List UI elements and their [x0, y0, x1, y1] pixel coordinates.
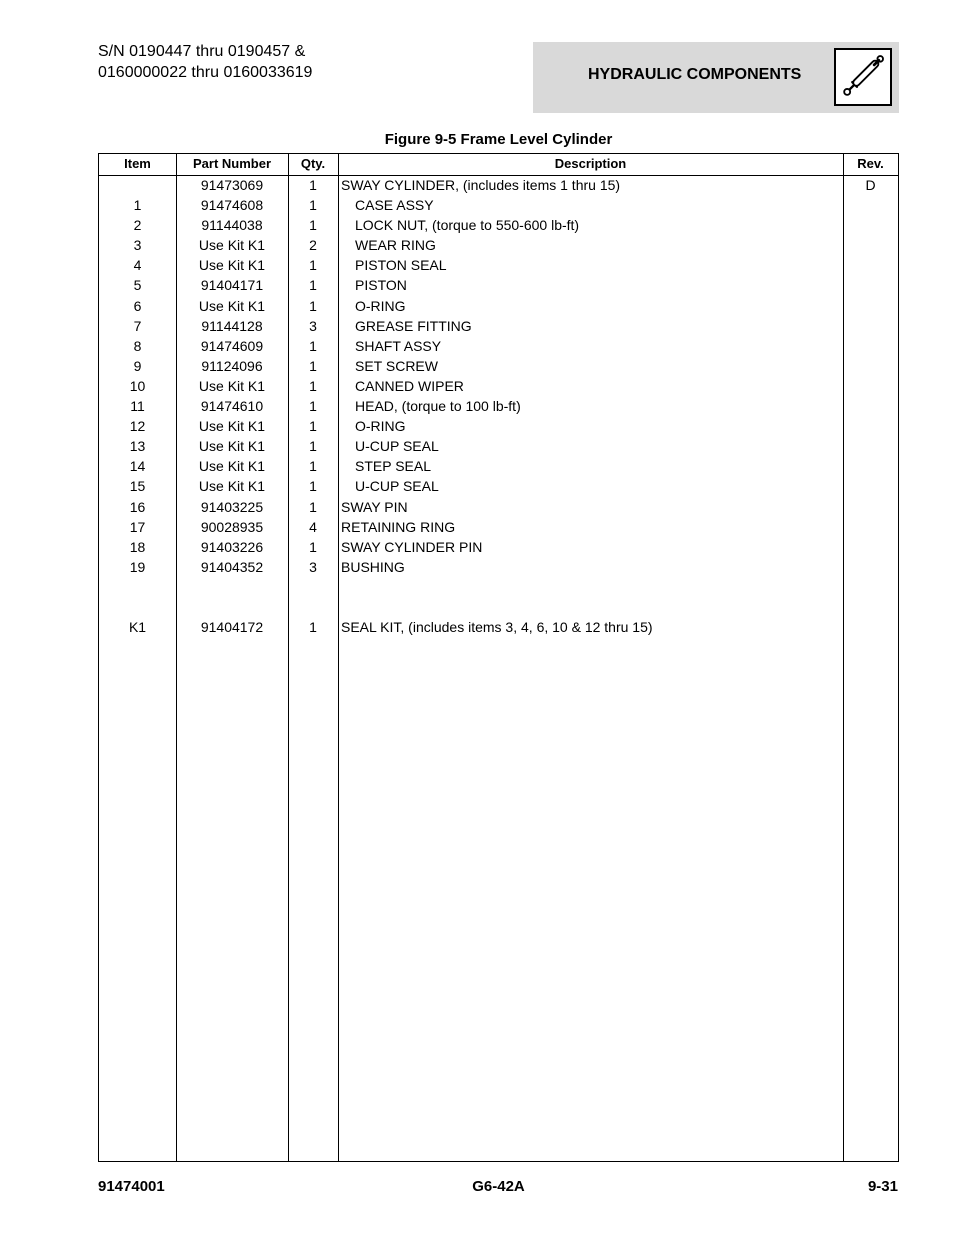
item-number: 16: [129, 498, 146, 515]
quantity: 1: [309, 377, 317, 394]
table-row: [99, 617, 898, 637]
quantity: 1: [309, 277, 317, 294]
item-number: 19: [129, 558, 146, 575]
table-row: [99, 356, 898, 376]
table-row: [99, 255, 898, 275]
revision: D: [865, 177, 876, 193]
table-row: [99, 336, 898, 356]
quantity: 1: [309, 619, 317, 636]
description: GREASE FITTING: [355, 317, 472, 334]
quantity: 1: [309, 357, 317, 374]
description: STEP SEAL: [355, 458, 432, 475]
column-header-qty: Qty.: [300, 156, 326, 171]
section-banner: [533, 42, 899, 113]
table-row: [99, 175, 898, 195]
item-number: K1: [128, 619, 147, 636]
parts-table: [98, 153, 899, 1162]
part-number: 91403225: [200, 498, 264, 515]
serial-line-2: 0160000022 thru 0160033619: [98, 64, 313, 81]
part-number: Use Kit K1: [198, 478, 266, 495]
part-number: Use Kit K1: [198, 237, 266, 254]
column-header-part-number: Part Number: [192, 156, 272, 171]
table-row: [99, 476, 898, 496]
item-number: 9: [133, 357, 142, 374]
description: BUSHING: [341, 558, 405, 575]
quantity: 1: [309, 257, 317, 274]
column-header-description: Description: [554, 156, 627, 171]
quantity: 3: [309, 317, 317, 334]
item-number: 18: [129, 538, 146, 555]
table-row: [99, 215, 898, 235]
table-row: [99, 416, 898, 436]
table-row: [99, 195, 898, 215]
part-number: Use Kit K1: [198, 297, 266, 314]
footer-page-number: 9-31: [867, 1178, 898, 1195]
item-number: 7: [133, 317, 142, 334]
quantity: 1: [309, 458, 317, 475]
table-row: [99, 235, 898, 255]
serial-number-range: [98, 41, 312, 83]
table-row: [99, 396, 898, 416]
footer-doc-number: 91474001: [98, 1178, 165, 1195]
item-number: 5: [133, 277, 142, 294]
description: SET SCREW: [355, 357, 438, 374]
description: SEAL KIT, (includes items 3, 4, 6, 10 & 12 thru 15): [341, 619, 653, 636]
quantity: 1: [309, 438, 317, 455]
quantity: 1: [309, 538, 317, 555]
description: CASE ASSY: [355, 197, 434, 214]
description: SWAY CYLINDER PIN: [341, 538, 483, 555]
item-number: 15: [129, 478, 146, 495]
description: LOCK NUT, (torque to 550-600 lb-ft): [355, 217, 580, 234]
item-number: 10: [129, 377, 146, 394]
table-row: [99, 517, 898, 537]
item-number: 13: [129, 438, 146, 455]
table-row: [99, 275, 898, 295]
description: U-CUP SEAL: [355, 438, 439, 455]
quantity: 1: [309, 337, 317, 354]
part-number: 91473069: [200, 177, 264, 193]
description: RETAINING RING: [341, 518, 456, 535]
quantity: 1: [309, 297, 317, 314]
item-number: 17: [129, 518, 146, 535]
item-number: 11: [130, 398, 145, 415]
item-number: 2: [133, 217, 142, 234]
part-number: 91474608: [200, 197, 264, 214]
part-number: 91404172: [200, 619, 264, 636]
description: SHAFT ASSY: [355, 337, 442, 354]
part-number: Use Kit K1: [198, 257, 266, 274]
table-spacer-row: [99, 597, 898, 617]
description: U-CUP SEAL: [355, 478, 439, 495]
item-number: 6: [133, 297, 142, 314]
part-number: 91403226: [200, 538, 264, 555]
hydraulic-cylinder-icon: [834, 48, 892, 106]
table-row: [99, 557, 898, 577]
section-title: HYDRAULIC COMPONENTS: [588, 66, 802, 83]
item-number: 1: [133, 197, 142, 214]
column-header-item: Item: [124, 156, 151, 171]
part-number: Use Kit K1: [198, 377, 266, 394]
quantity: 4: [309, 518, 317, 535]
part-number: 91144038: [201, 217, 263, 234]
description: O-RING: [355, 418, 406, 435]
quantity: 1: [309, 418, 317, 435]
quantity: 1: [309, 398, 317, 415]
table-body: [99, 175, 898, 637]
item-number: 8: [133, 337, 142, 354]
item-number: 12: [129, 418, 146, 435]
footer-model: G6-42A: [472, 1178, 525, 1195]
description: SWAY CYLINDER, (includes items 1 thru 15): [341, 177, 621, 193]
description: O-RING: [355, 297, 406, 314]
part-number: Use Kit K1: [198, 438, 266, 455]
column-header-rev: Rev.: [857, 156, 884, 171]
table-row: [99, 376, 898, 396]
description: WEAR RING: [355, 237, 436, 254]
part-number: 91124096: [201, 357, 263, 374]
description: HEAD, (torque to 100 lb-ft): [355, 398, 521, 415]
description: PISTON: [355, 277, 407, 294]
part-number: 91404352: [200, 558, 264, 575]
part-number: Use Kit K1: [198, 418, 266, 435]
part-number: 90028935: [200, 518, 264, 535]
table-row: [99, 436, 898, 456]
table-row: [99, 497, 898, 517]
table-row: [99, 456, 898, 476]
item-number: 3: [133, 237, 142, 254]
part-number: 91474610: [200, 398, 264, 415]
quantity: 1: [309, 177, 317, 193]
quantity: 2: [309, 237, 317, 254]
part-number: 91474609: [200, 337, 264, 354]
quantity: 1: [309, 197, 317, 214]
table-spacer-row: [99, 577, 898, 597]
quantity: 1: [309, 498, 317, 515]
table-row: [99, 296, 898, 316]
description: CANNED WIPER: [355, 377, 464, 394]
quantity: 1: [309, 478, 317, 495]
figure-title: Figure 9-5 Frame Level Cylinder: [384, 131, 613, 148]
table-row: [99, 316, 898, 336]
quantity: 3: [309, 558, 317, 575]
serial-line-1: S/N 0190447 thru 0190457 &: [98, 43, 306, 60]
description: PISTON SEAL: [355, 257, 447, 274]
description: SWAY PIN: [341, 498, 408, 515]
item-number: 4: [133, 257, 142, 274]
part-number: 91144128: [201, 317, 263, 334]
quantity: 1: [309, 217, 317, 234]
part-number: Use Kit K1: [198, 458, 266, 475]
item-number: 14: [129, 458, 146, 475]
part-number: 91404171: [200, 277, 264, 294]
table-row: [99, 537, 898, 557]
